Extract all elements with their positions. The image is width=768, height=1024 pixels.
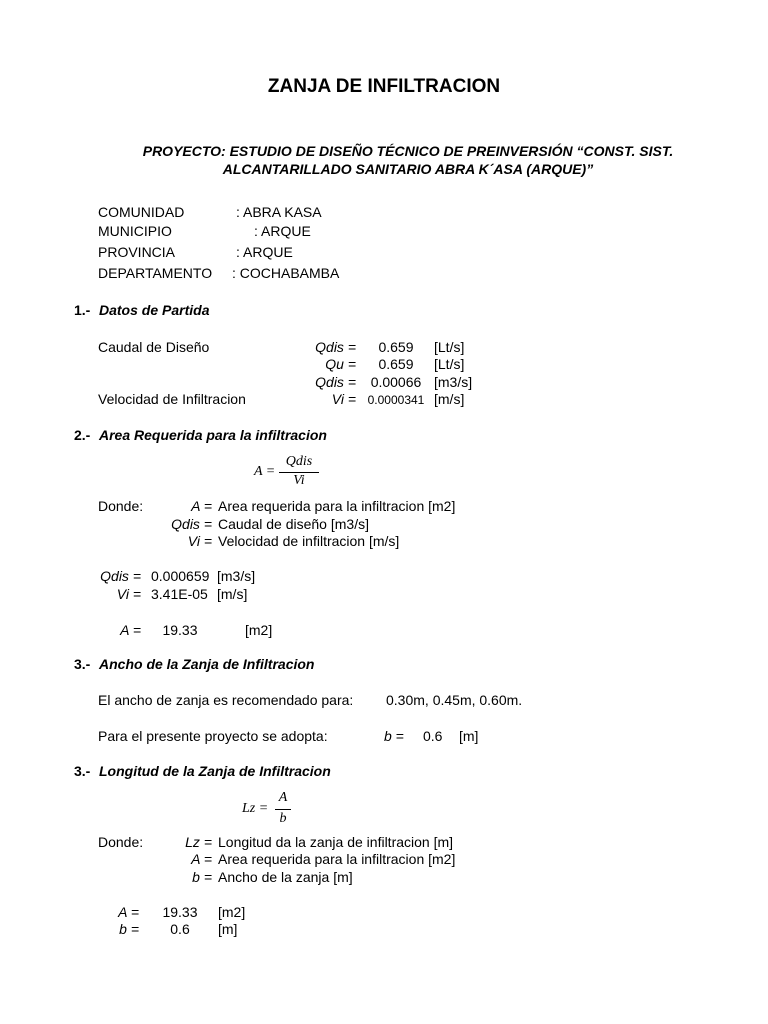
s2-def-desc-a: Area requerida para la infiltracion [m2] (218, 498, 456, 514)
s4-def-desc-b: Ancho de la zanja [m] (218, 869, 353, 885)
s4-def-sym-lz: Lz = (185, 834, 212, 850)
s4-def-sym-a: A = (191, 851, 212, 867)
s3-adopt-label: Para el presente proyecto se adopta: (98, 728, 328, 744)
s2-result-a: 19.33 (162, 622, 198, 638)
s4-val-b: 0.6 (170, 921, 190, 937)
s4-def-desc-lz: Longitud da la zanja de infiltracion [m] (218, 834, 454, 850)
s2-unit-vi: [m/s] (217, 586, 248, 602)
s4-unit-a: [m2] (218, 904, 246, 920)
s2-result-unit: [m2] (245, 622, 273, 638)
s2-val-vi: 3.41E-05 (151, 586, 208, 602)
section-1-title: Datos de Partida (99, 302, 210, 318)
info-label-provincia: PROVINCIA (98, 244, 176, 260)
s1-val-qu: 0.659 (378, 356, 414, 372)
s4-val-sym-b: b = (119, 921, 139, 937)
s1-unit-qdis: [Lt/s] (434, 339, 465, 355)
s1-unit-qu: [Lt/s] (434, 356, 465, 372)
s1-sym-qu: Qu = (325, 356, 356, 372)
section-4-title: Longitud de la Zanja de Infiltracion (99, 763, 331, 779)
info-value-departamento: : COCHABAMBA (232, 265, 340, 281)
s2-val-sym-qdis: Qdis = (100, 568, 141, 584)
section-3-title: Ancho de la Zanja de Infiltracion (99, 656, 315, 672)
section-3-number: 3.- (74, 656, 91, 672)
s2-val-sym-vi: Vi = (116, 586, 141, 602)
project-line-2: ALCANTARILLADO SANITARIO ABRA K´ASA (ARQUE)” (222, 161, 594, 177)
s2-result-sym-a: A = (120, 622, 141, 638)
info-label-departamento: DEPARTAMENTO (98, 265, 213, 281)
s1-sym-vi: Vi = (331, 391, 356, 407)
info-label-comunidad: COMUNIDAD (98, 204, 185, 220)
label-velocidad-infiltracion: Velocidad de Infiltracion (98, 391, 246, 407)
info-value-municipio: : ARQUE (254, 223, 311, 239)
section-2-title: Area Requerida para la infiltracion (99, 427, 327, 443)
info-value-comunidad: : ABRA KASA (236, 204, 322, 220)
s3-rec-value: 0.30m, 0.45m, 0.60m. (386, 692, 523, 708)
s4-val-sym-a: A = (118, 904, 139, 920)
s4-def-sym-b: b = (192, 869, 212, 885)
formula-longitud (242, 790, 302, 828)
project-line-1: PROYECTO: ESTUDIO DE DISEÑO TÉCNICO DE PREINVERSIÓN “CONST. SIST. (142, 143, 674, 159)
s1-val-qdis: 0.659 (378, 339, 414, 355)
info-label-municipio: MUNICIPIO (98, 223, 172, 239)
s3-rec-label: El ancho de zanja es recomendado para: (98, 692, 354, 708)
section-2-number: 2.- (74, 427, 91, 443)
formula-longitud-numerator: A (278, 790, 288, 805)
s1-val-vi: 0.0000341 (367, 393, 425, 407)
formula-longitud-denominator: b (279, 811, 287, 826)
formula-area-denominator: Vi (293, 473, 305, 488)
formula-longitud-bar (275, 809, 291, 810)
s4-def-desc-a: Area requerida para la infiltracion [m2] (218, 851, 456, 867)
s2-def-sym-vi: Vi = (187, 533, 212, 549)
formula-area-lhs: A = (254, 464, 276, 479)
s2-donde: Donde: (98, 498, 144, 514)
s1-sym-qdis: Qdis = (315, 339, 356, 355)
s1-unit-vi: [m/s] (434, 391, 465, 407)
s2-def-sym-qdis: Qdis = (171, 516, 212, 532)
s4-donde: Donde: (98, 834, 144, 850)
section-1-number: 1.- (74, 302, 91, 318)
info-value-provincia: : ARQUE (236, 244, 293, 260)
formula-longitud-lhs: Lz = (242, 801, 269, 816)
s2-val-qdis: 0.000659 (151, 568, 210, 584)
label-caudal-diseno: Caudal de Diseño (98, 339, 210, 355)
s4-val-a: 19.33 (162, 904, 198, 920)
s4-unit-b: [m] (218, 921, 238, 937)
formula-area-numerator: Qdis (285, 454, 313, 469)
s2-def-desc-qdis: Caudal de diseño [m3/s] (218, 516, 369, 532)
s3-adopt-val: 0.6 (423, 728, 443, 744)
s3-adopt-sym: b = (384, 728, 404, 744)
s1-sym-qdis-m3: Qdis = (315, 374, 356, 390)
s2-def-sym-a: A = (191, 498, 212, 514)
s1-unit-qdis-m3: [m3/s] (434, 374, 473, 390)
section-4-number: 3.- (74, 763, 91, 779)
s2-unit-qdis: [m3/s] (217, 568, 256, 584)
formula-area (254, 454, 324, 490)
s3-adopt-unit: [m] (459, 728, 479, 744)
s1-val-qdis-m3: 0.00066 (370, 374, 422, 390)
s2-def-desc-vi: Velocidad de infiltracion [m/s] (218, 533, 400, 549)
page-title: ZANJA DE INFILTRACION (267, 76, 501, 97)
